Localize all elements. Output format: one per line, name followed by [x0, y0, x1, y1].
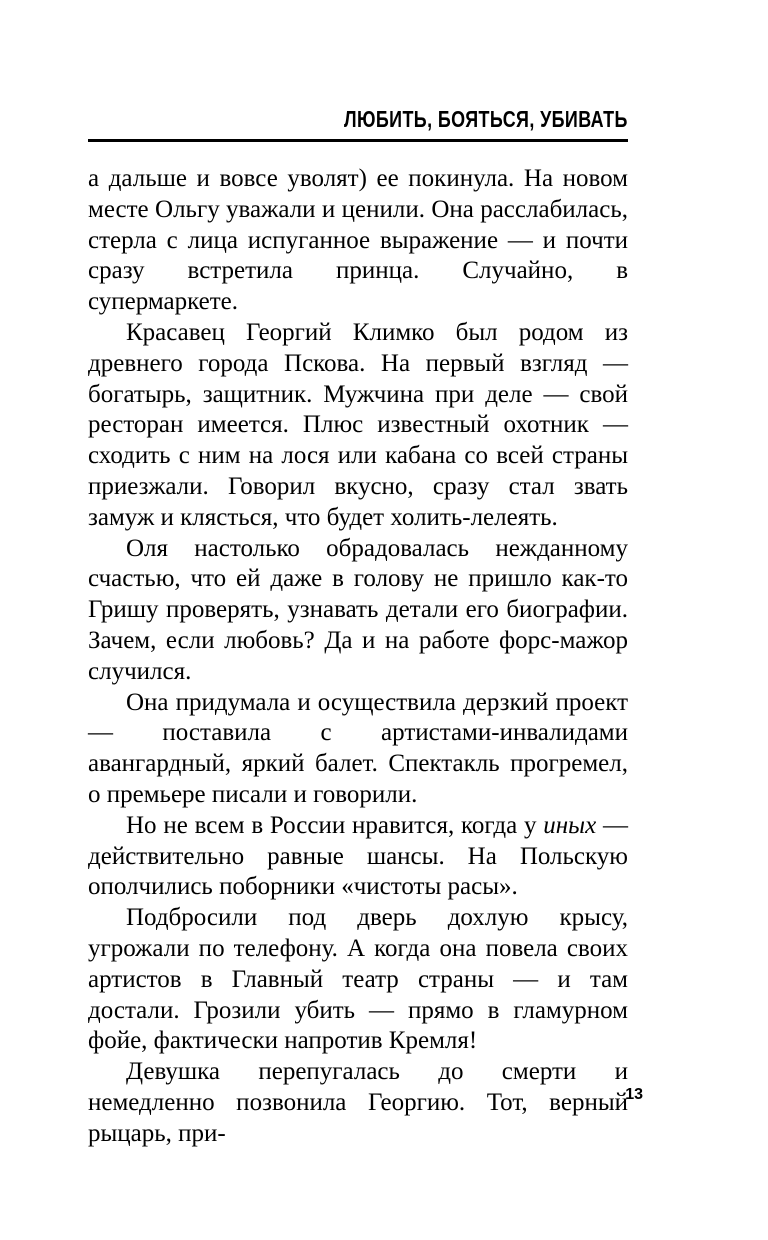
paragraph-text: — действительно равные шансы. На Польскую ополчились поборники «чистоты расы».: [88, 811, 628, 901]
paragraph-text-italic: иных: [543, 811, 597, 839]
body-text: [88, 164, 628, 1150]
paragraph-text: Подбросили под дверь дохлую крысу, угрожали по телефону. А когда она повела своих артистов в Главный театр страны — и там достали. Грозили убить — прямо в гламурном фойе, фактически напротив Кремля!: [88, 904, 628, 1055]
header-rule: [88, 139, 628, 142]
paragraph: [88, 811, 628, 903]
paragraph: [88, 318, 628, 534]
paragraph-text: Девушка перепугалась до смерти и немедленно позвонила Георгию. Тот, верный рыцарь, при-: [88, 1058, 628, 1147]
paragraph: [88, 903, 628, 1057]
running-header: [88, 106, 628, 133]
paragraph: [88, 164, 628, 318]
paragraph: [88, 534, 628, 688]
paragraph-text: Оля настолько обрадовалась нежданному счастью, что ей даже в голову не пришло как-то Гришу проверять, узнавать детали его биографии. Зачем, если любовь? Да и на работе форс-мажор случился.: [88, 534, 628, 685]
running-header-title: ЛЮБИТЬ, БОЯТЬСЯ, УБИВАТЬ: [344, 106, 628, 132]
paragraph: [88, 688, 628, 811]
paragraph-text: Красавец Георгий Климко был родом из древнего города Пскова. На первый взгляд — богатырь, защитник. Мужчина при деле — свой ресторан имеется. Плюс известный охотник — сходить с ним на лося или кабана со всей страны приезжали. Говорил вкусно, сразу стал звать замуж и клясться, что будет холить-лелеять.: [88, 318, 628, 531]
page-number: 13: [625, 1086, 643, 1103]
paragraph-text: Она придумала и осуществила дерзкий проект — поставила с артистами-инвалидами авангардный, яркий балет. Спектакль прогремел, о премьере писали и говорили.: [88, 688, 628, 808]
paragraph-text: Но не всем в России нравится, когда у: [126, 811, 544, 839]
paragraph-text: а дальше и вовсе уволят) ее покинула. На новом месте Ольгу уважали и ценили. Она расслабилась, стерла с лица испуганное выражение — и почти сразу встретила принца. Случайно, в супермаркете.: [88, 165, 628, 316]
